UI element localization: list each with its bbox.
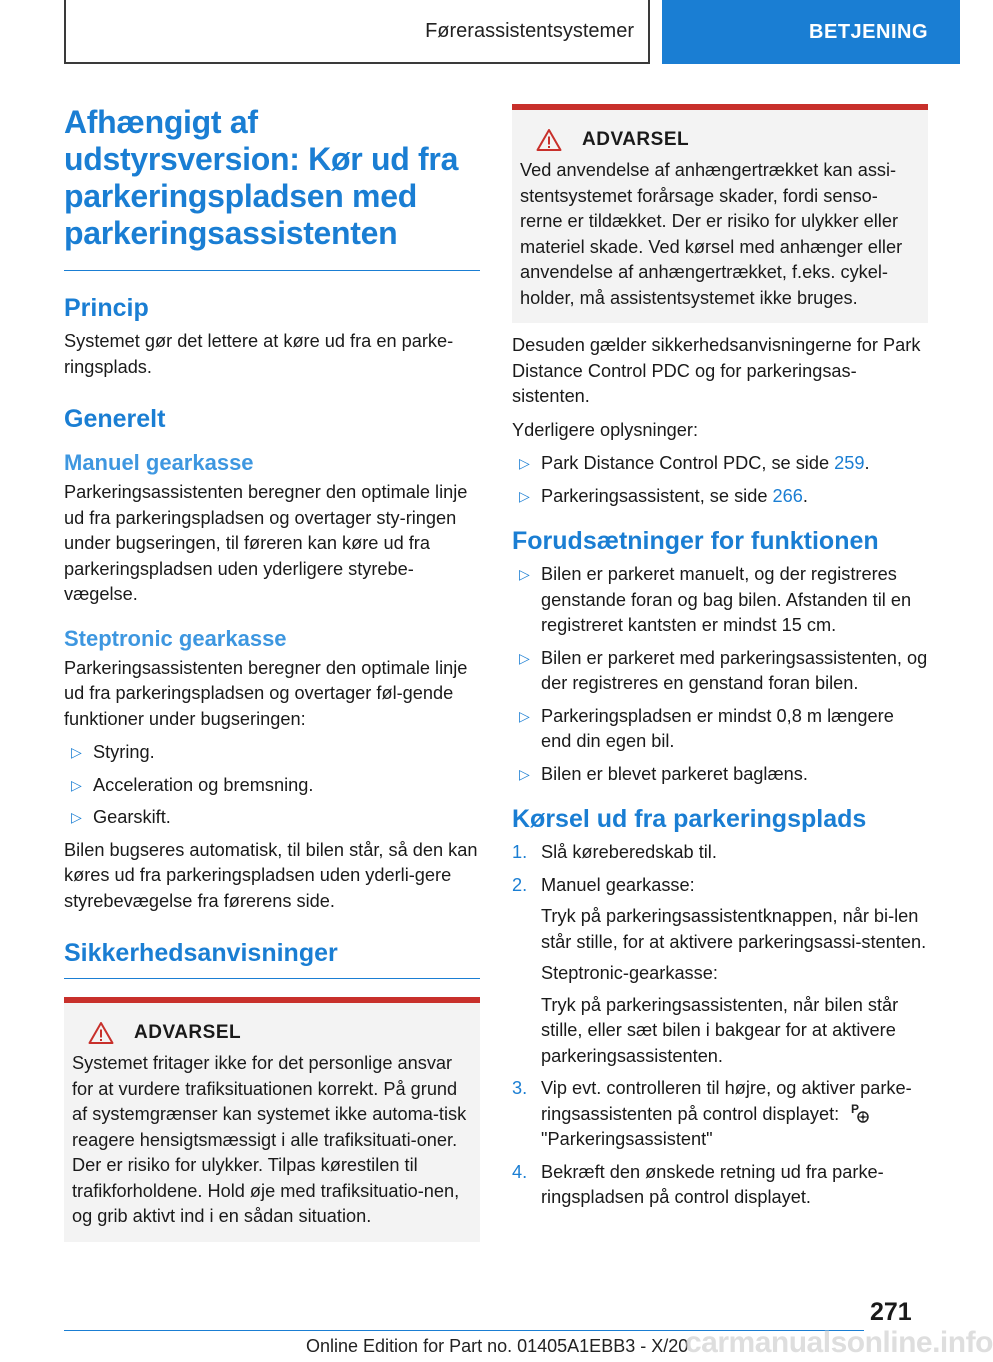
manuel-gearkasse-heading: Manuel gearkasse bbox=[64, 450, 254, 475]
list-item: ▷ Acceleration og bremsning. bbox=[64, 773, 480, 799]
forudsaetninger-list bbox=[512, 562, 928, 787]
step-item: 2. Manuel gearkasse: Tryk på parkeringsassistentknappen, når bi-len står stille, for at aktivere parkeringsassi-stenten. Steptronic-gearkasse: Tryk på parkeringsassistenten, når bilen står stille, eller sæt bilen i bakgear for at aktivere parkeringsassistenten. bbox=[512, 873, 928, 1070]
steps-list bbox=[512, 840, 928, 1211]
step-number: 1. bbox=[512, 842, 528, 862]
list-item: ▷ Gearskift. bbox=[64, 805, 480, 831]
sikkerhed-divider bbox=[64, 978, 480, 979]
page-link-266[interactable]: 266 bbox=[772, 485, 803, 506]
manuel-gearkasse-text: Parkeringsassistenten beregner den optimale linje ud fra parkeringspladsen og overtager sty-ringen under bugseringen, til føreren kan køre ud fra parkeringspladsen uden yderligere styrebe-vægelse. bbox=[64, 482, 468, 604]
header-chapter-tab bbox=[662, 0, 960, 64]
svg-text:P: P bbox=[851, 1101, 860, 1116]
list-item: ▷ Styring. bbox=[64, 740, 480, 766]
page-title: Afhængigt af udstyrsversion: Kør ud fra parkeringspladsen med parkeringsassistenten bbox=[64, 104, 459, 251]
triangle-right-icon: ▷ bbox=[71, 744, 82, 760]
steptronic-heading: Steptronic gearkasse bbox=[64, 625, 287, 651]
triangle-right-icon: ▷ bbox=[519, 649, 530, 666]
yderligere-text: Yderligere oplysninger: bbox=[512, 419, 699, 440]
sikkerhed-heading: Sikkerhedsanvisninger bbox=[64, 939, 338, 967]
steptronic-list bbox=[64, 740, 480, 831]
parking-assistant-icon bbox=[850, 1102, 872, 1124]
generelt-heading: Generelt bbox=[64, 405, 166, 433]
edition-text: Online Edition for Part no. 01405A1EBB3 - X/20 bbox=[306, 1336, 689, 1356]
page-number: 271 bbox=[870, 1298, 912, 1326]
warning-box bbox=[64, 997, 480, 1242]
princip-heading: Princip bbox=[64, 294, 149, 322]
desuden-text: Desuden gælder sikkerhedsanvisningerne for Park Distance Control PDC og for parkeringsas-sistenten. bbox=[512, 335, 921, 406]
right-column bbox=[512, 104, 928, 1218]
list-item: ▷ Bilen er parkeret med parkeringsassistenten, og der registreres en genstand foran bilen. bbox=[512, 646, 928, 697]
page-link-259[interactable]: 259 bbox=[834, 453, 865, 473]
step-number: 2. bbox=[512, 874, 528, 895]
list-item: ▷ Park Distance Control PDC, se side 259. bbox=[512, 451, 928, 477]
header-section-box bbox=[64, 0, 650, 64]
warning-text: Ved anvendelse af anhængertrækket kan assi-stentsystemet forårsage skader, fordi senso-rerne er tildækket. Der er risiko for ulykker eller materiel skade. Ved kørsel med anhænger eller anvendelse af anhængertrækket, f.eks. cykel-holder, må assistentsystemet ikke bruges. bbox=[520, 160, 903, 308]
forudsaetninger-heading: Forudsætninger for funktionen bbox=[512, 527, 879, 555]
triangle-right-icon: ▷ bbox=[71, 776, 82, 793]
step-item: 1. Slå køreberedskab til. bbox=[512, 840, 928, 866]
step-item: 3. Vip evt. controlleren til højre, og aktiver parke-ringsassistenten på control displayet: P "Parkeringsassistent" bbox=[512, 1076, 928, 1153]
warning-label: ADVARSEL bbox=[582, 129, 690, 150]
warning-label: ADVARSEL bbox=[134, 1022, 242, 1043]
triangle-right-icon: ▷ bbox=[519, 487, 530, 504]
warning-triangle-icon bbox=[536, 128, 562, 152]
reference-list bbox=[512, 451, 928, 509]
watermark: carmanualsonline.info bbox=[685, 1326, 993, 1359]
warning-box bbox=[512, 104, 928, 323]
triangle-right-icon: ▷ bbox=[519, 566, 530, 582]
left-column bbox=[64, 100, 480, 1242]
step-number: 4. bbox=[512, 1161, 528, 1182]
warning-header bbox=[520, 128, 920, 152]
triangle-right-icon: ▷ bbox=[519, 455, 530, 471]
step-item: 4. Bekræft den ønskede retning ud fra parke-ringspladsen på control displayet. bbox=[512, 1160, 928, 1211]
title-divider bbox=[64, 270, 480, 271]
list-item: ▷ Bilen er parkeret manuelt, og der registreres genstande foran og bag bilen. Afstanden til en registreret kantsten er mindst 15 cm. bbox=[512, 562, 928, 639]
header-section-title: Førerassistentsystemer bbox=[425, 19, 634, 42]
triangle-right-icon: ▷ bbox=[71, 809, 82, 825]
bugsering-text: Bilen bugseres automatisk, til bilen står, så den kan køres ud fra parkeringspladsen uden yderli-gere styrebevægelse fra førerens side. bbox=[64, 839, 478, 911]
triangle-right-icon: ▷ bbox=[519, 707, 530, 724]
princip-text: Systemet gør det lettere at køre ud fra en parke-ringsplads. bbox=[64, 331, 454, 377]
list-item: ▷ Parkeringspladsen er mindst 0,8 m længere end din egen bil. bbox=[512, 704, 928, 755]
steptronic-text: Parkeringsassistenten beregner den optimale linje ud fra parkeringspladsen og overtager føl-gende funktioner under bugseringen: bbox=[64, 657, 468, 729]
header-chapter-label: BETJENING bbox=[809, 20, 928, 43]
warning-header bbox=[72, 1021, 472, 1045]
warning-triangle-icon bbox=[88, 1021, 114, 1045]
warning-text: Systemet fritager ikke for det personlige ansvar for at vurdere trafiksituationen korrekt. På grund af systemgrænser kan systemet ikke automa-tisk reagere hensigtsmæssigt i alle trafiksituati-oner. Der er risiko for ulykker. Tilpas kørestilen til trafikforholdene. Hold øje med trafiksituatio-nen, og grib aktivt ind i en sådan situation. bbox=[72, 1053, 467, 1226]
list-item: ▷ Bilen er blevet parkeret baglæns. bbox=[512, 762, 928, 788]
list-item: ▷ Parkeringsassistent, se side 266. bbox=[512, 484, 928, 510]
koersel-heading: Kørsel ud fra parkeringsplads bbox=[512, 805, 867, 833]
step-number: 3. bbox=[512, 1078, 528, 1098]
triangle-right-icon: ▷ bbox=[519, 765, 530, 782]
